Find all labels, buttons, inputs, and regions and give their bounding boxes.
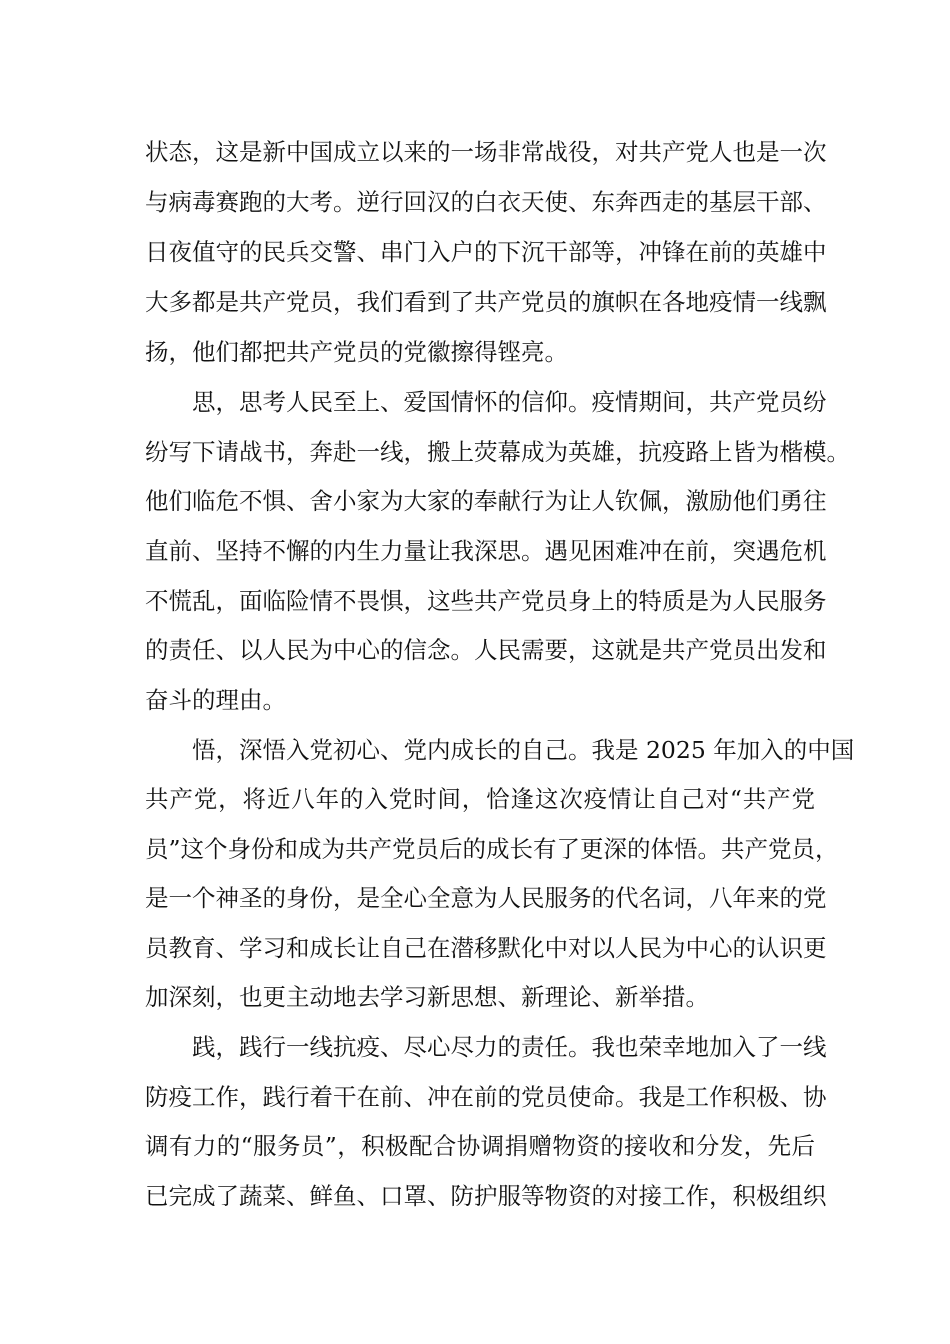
text-line: 员”这个身份和成为共产党员后的成长有了更深的体悟。共产党员，: [145, 835, 839, 863]
text-line: 加深刻，也更主动地去学习新思想、新理论、新举措。: [145, 983, 709, 1011]
text-line: 是一个神圣的身份，是全心全意为人民服务的代名词，八年来的党: [145, 884, 827, 912]
paragraph-first-line: 思，思考人民至上、爱国情怀的信仰。疫情期间，共产党员纷: [192, 388, 827, 416]
paragraph-first-line: 悟，深悟入党初心、党内成长的自己。我是 2025 年加入的中国: [192, 736, 855, 764]
text-line: 他们临危不惧、舍小家为大家的奉献行为让人钦佩，激励他们勇往: [145, 487, 827, 515]
text-line: 状态，这是新中国成立以来的一场非常战役，对共产党人也是一次: [145, 138, 827, 166]
text-line: 的责任、以人民为中心的信念。人民需要，这就是共产党员出发和: [145, 636, 827, 664]
text-line: 共产党，将近八年的入党时间，恰逢这次疫情让自己对“共产党: [145, 785, 815, 813]
text-line: 与病毒赛跑的大考。逆行回汉的白衣天使、东奔西走的基层干部、: [145, 188, 827, 216]
text-line: 纷写下请战书，奔赴一线，搬上荧幕成为英雄，抗疫路上皆为楷模。: [145, 438, 850, 466]
text-line: 大多都是共产党员，我们看到了共产党员的旗帜在各地疫情一线飘: [145, 288, 827, 316]
text-line: 员教育、学习和成长让自己在潜移默化中对以人民为中心的认识更: [145, 934, 827, 962]
text-line: 日夜值守的民兵交警、串门入户的下沉干部等，冲锋在前的英雄中: [145, 238, 827, 266]
text-line: 直前、坚持不懈的内生力量让我深思。遇见困难冲在前，突遇危机: [145, 537, 827, 565]
text-line: 扬，他们都把共产党员的党徽擦得铿亮。: [145, 338, 568, 366]
text-line: 奋斗的理由。: [145, 686, 286, 714]
text-line: 不慌乱，面临险情不畏惧，这些共产党员身上的特质是为人民服务: [145, 587, 827, 615]
text-line: 调有力的“服务员”，积极配合协调捐赠物资的接收和分发，先后: [145, 1132, 815, 1160]
text-line: 已完成了蔬菜、鲜鱼、口罩、防护服等物资的对接工作，积极组织: [145, 1182, 827, 1210]
paragraph-first-line: 践，践行一线抗疫、尽心尽力的责任。我也荣幸地加入了一线: [192, 1033, 827, 1061]
text-line: 防疫工作，践行着干在前、冲在前的党员使命。我是工作积极、协: [145, 1083, 827, 1111]
